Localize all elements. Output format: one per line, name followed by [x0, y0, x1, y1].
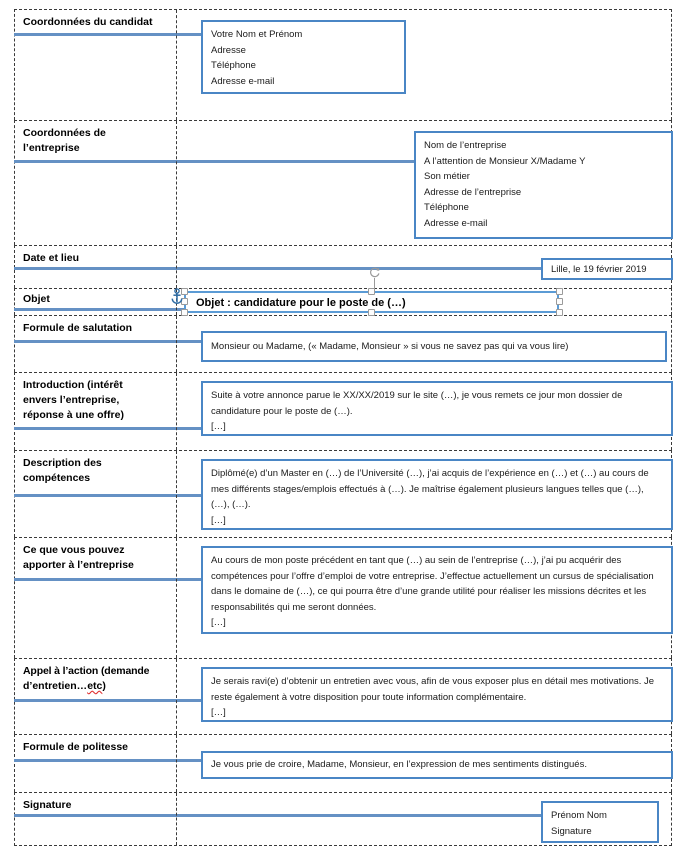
cta-continuation: […] — [211, 707, 226, 718]
content-box-salutation[interactable] — [201, 331, 667, 362]
introduction-label-line1: Introduction (intérêt — [23, 379, 123, 391]
section-label-skills — [23, 456, 173, 486]
object-anchor-icon[interactable] — [170, 288, 184, 304]
date-place-text: Lille, le 19 février 2019 — [551, 264, 647, 275]
contribution-continuation: […] — [211, 617, 226, 628]
section-label-salutation: Formule de salutation — [23, 322, 133, 334]
section-row-call-to-action — [14, 658, 672, 734]
connector-line-closing — [14, 759, 204, 762]
section-row-contribution — [14, 537, 672, 658]
candidate-line-name: Votre Nom et Prénom — [211, 29, 303, 40]
company-line-attention: A l’attention de Monsieur X/Madame Y — [424, 155, 586, 167]
resize-handle-bottom-left[interactable] — [181, 309, 188, 316]
connector-line-contribution — [14, 578, 204, 581]
section-label-signature: Signature — [23, 799, 72, 811]
section-label-call-to-action — [23, 664, 173, 694]
connector-line-signature — [14, 814, 542, 817]
introduction-paragraph: Suite à votre annonce parue le XX/XX/2019 sur le site (…), je vous remets ce jour mon dossier de candidature pour le poste de (…). — [211, 390, 623, 417]
connector-line-introduction — [14, 427, 204, 430]
connector-line-candidate — [14, 33, 201, 36]
skills-label-line1: Description des — [23, 457, 102, 469]
candidate-line-email: Adresse e-mail — [211, 75, 275, 87]
cta-label-misspelled-word: etc — [87, 680, 103, 692]
connector-line-salutation — [14, 340, 204, 343]
salutation-text: Monsieur ou Madame, (« Madame, Monsieur » si vous ne savez pas qui va vous lire) — [211, 341, 569, 352]
signature-line-label: Signature — [551, 825, 592, 837]
introduction-label-line2: envers l’entreprise, — [23, 394, 120, 406]
cta-paragraph: Je serais ravi(e) d’obtenir un entretien avec vous, afin de vous exposer plus en détail mes motivations. Je reste également à votre disposition pour toute information complémentaire. — [211, 676, 655, 703]
contribution-label-line2: apporter à l’entreprise — [23, 559, 134, 571]
connector-line-date-place — [14, 267, 542, 270]
connector-line-call-to-action — [14, 699, 204, 702]
connector-line-company — [14, 160, 414, 163]
letter-template-table — [14, 9, 672, 846]
resize-handle-top-right[interactable] — [556, 288, 563, 295]
candidate-line-address: Adresse — [211, 44, 246, 56]
content-box-contribution[interactable] — [201, 546, 673, 634]
company-line-email: Adresse e-mail — [424, 217, 488, 229]
connector-line-skills — [14, 494, 204, 497]
section-label-subject: Objet — [23, 293, 50, 305]
content-box-closing[interactable] — [201, 751, 673, 779]
resize-handle-middle-right[interactable] — [556, 298, 563, 305]
section-row-salutation — [14, 315, 672, 372]
section-label-company — [23, 126, 173, 156]
content-box-introduction[interactable] — [201, 381, 673, 436]
section-row-skills — [14, 450, 672, 537]
contribution-paragraph: Au cours de mon poste précédent en tant que (…) au sein de l’entreprise (…), j’ai pu acquérir des compétences pour l’offre d’emploi de votre entreprise. J’effectue actuellement un cursus de spécialisation dans le domaine de (…), ce qui pourra être d’une grande utilité pour réaliser les missions décrites et les responsabilités qui me seront données. — [211, 555, 654, 613]
skills-continuation: […] — [211, 514, 226, 526]
rotation-handle-icon[interactable] — [368, 266, 381, 279]
company-line-address: Adresse de l’entreprise — [424, 186, 522, 198]
company-line-name: Nom de l’entreprise — [424, 140, 507, 151]
company-line-phone: Téléphone — [424, 202, 469, 213]
cta-label-line1: Appel à l’action (demande — [23, 665, 150, 677]
section-row-candidate — [14, 9, 672, 120]
subject-text: Objet : candidature pour le poste de (…) — [196, 297, 406, 309]
resize-handle-top-center[interactable] — [368, 288, 375, 295]
skills-paragraph: Diplômé(e) d’un Master en (…) de l’Université (…), j’ai acquis de l’expérience en (…) et (…) au cours de mes différents stages/emplois effectués à (…). Je maîtrise également plusieurs langues telles que (…), (…), (…). — [211, 468, 649, 510]
section-row-signature — [14, 792, 672, 846]
content-box-call-to-action[interactable] — [201, 667, 673, 722]
content-box-date-place[interactable] — [541, 258, 673, 280]
closing-text: Je vous prie de croire, Madame, Monsieur, en l’expression de mes sentiments distingués. — [211, 759, 587, 770]
skills-label-line2: compétences — [23, 472, 91, 484]
content-box-skills[interactable] — [201, 459, 673, 530]
introduction-continuation: […] — [211, 421, 226, 432]
section-label-introduction — [23, 378, 173, 423]
candidate-line-phone: Téléphone — [211, 60, 256, 71]
signature-line-name: Prénom Nom — [551, 810, 607, 821]
cta-label-line2-suffix: ) — [102, 680, 106, 692]
section-label-date-place: Date et lieu — [23, 252, 80, 264]
company-line-role: Son métier — [424, 171, 470, 182]
section-row-company — [14, 120, 672, 245]
company-label-line2: l’entreprise — [23, 142, 80, 154]
section-row-introduction — [14, 372, 672, 450]
section-label-closing: Formule de politesse — [23, 741, 129, 753]
section-label-contribution — [23, 543, 173, 573]
content-box-company[interactable] — [414, 131, 673, 239]
section-row-closing — [14, 734, 672, 792]
resize-handle-bottom-center[interactable] — [368, 309, 375, 316]
introduction-label-line3: réponse à une offre) — [23, 409, 124, 421]
cta-label-line2 — [23, 679, 173, 694]
section-label-candidate: Coordonnées du candidat — [23, 16, 153, 28]
resize-handle-bottom-right[interactable] — [556, 309, 563, 316]
company-label-line1: Coordonnées de — [23, 127, 106, 139]
section-row-date-place — [14, 245, 672, 288]
content-box-signature[interactable] — [541, 801, 659, 843]
content-box-candidate[interactable] — [201, 20, 406, 94]
connector-line-subject — [14, 308, 202, 311]
contribution-label-line1: Ce que vous pouvez — [23, 544, 125, 556]
cta-label-line2-text: d’entretien… — [23, 680, 88, 692]
